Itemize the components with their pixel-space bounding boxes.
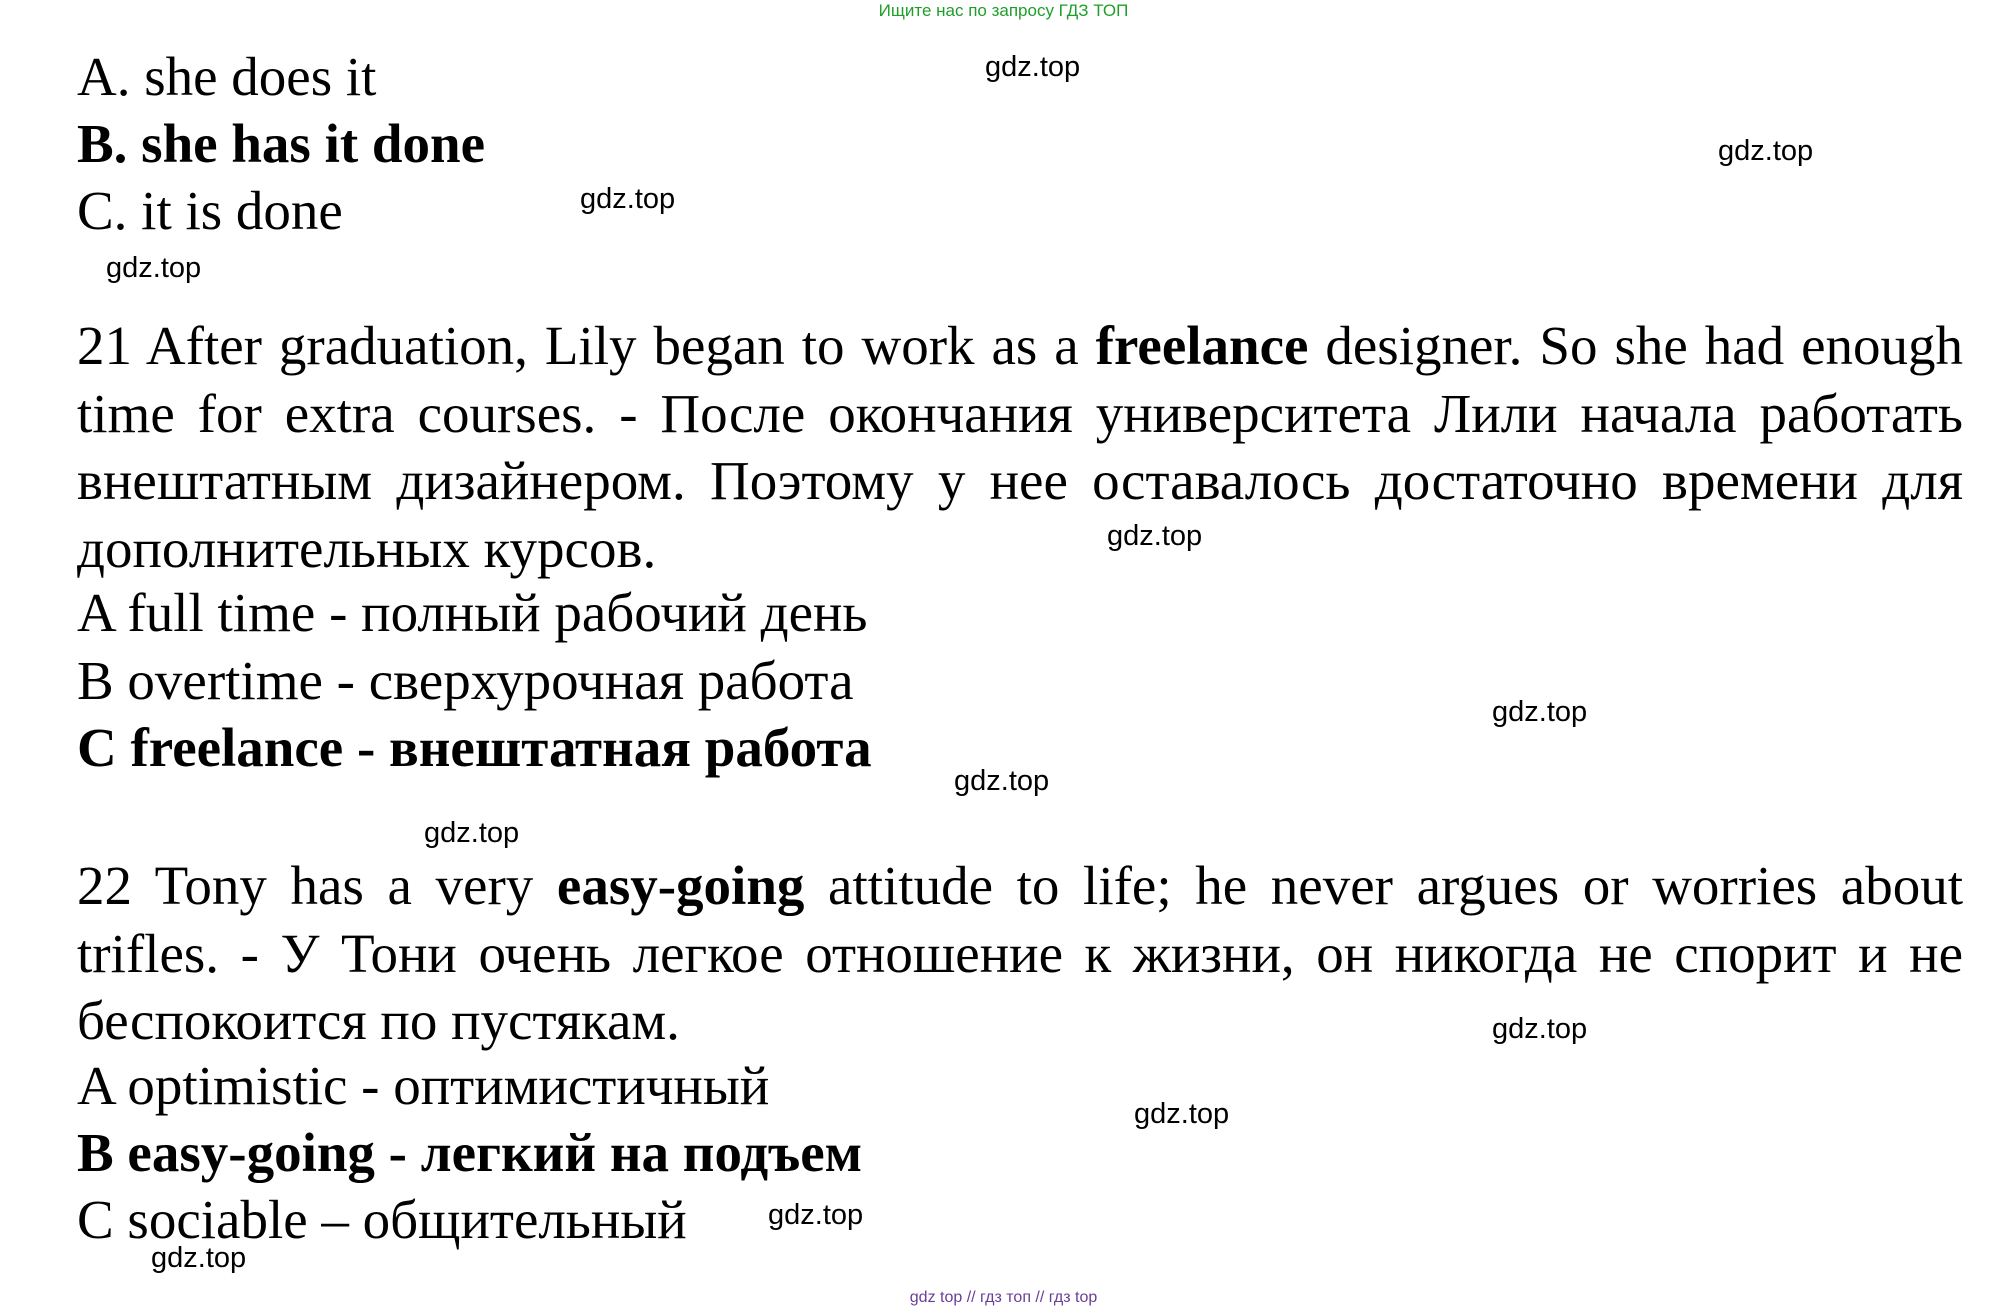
q21-text-start: 21 After graduation, Lily began to work as a — [77, 315, 1096, 376]
top-banner: Ищите нас по запросу ГДЗ ТОП — [878, 1, 1129, 20]
watermark: gdz.top — [985, 51, 1081, 83]
q20-option-c: C. it is done — [77, 180, 343, 241]
watermark: gdz.top — [1107, 520, 1203, 552]
watermark: gdz.top — [1492, 696, 1588, 728]
watermark: gdz.top — [580, 183, 676, 215]
q22-option-c: C sociable – общительный — [77, 1189, 687, 1250]
q20-option-b-correct: B. she has it done — [77, 113, 486, 174]
watermark: gdz.top — [1718, 135, 1814, 167]
q22-text-start: 22 Tony has a very — [77, 855, 557, 916]
q21-question — [77, 312, 1963, 582]
watermark: gdz.top — [1134, 1098, 1230, 1130]
q21-option-b: B overtime - сверхурочная работа — [77, 650, 854, 711]
watermark: gdz.top — [954, 765, 1050, 797]
watermark: gdz.top — [151, 1242, 247, 1274]
q20-option-a: A. she does it — [77, 46, 377, 107]
q21-option-a: A full time - полный рабочий день — [77, 582, 868, 643]
q22-option-b-correct: B easy-going - легкий на подъем — [77, 1122, 863, 1183]
watermark: gdz.top — [106, 252, 202, 284]
q21-text-rest: designer. So she had enough time for extra courses. - После окончания университета Лили начала работать внештатным дизайнером. Поэтому у нее оставалось достаточно времени для дополнительных курсов. — [77, 315, 1964, 579]
q22-keyword: easy-going — [556, 855, 805, 916]
watermark: gdz.top — [1492, 1013, 1588, 1045]
q22-question — [77, 852, 1963, 1055]
footer: gdz top // гдз топ // гдз top — [909, 1289, 1098, 1306]
q21-option-c-correct: C freelance - внештатная работа — [77, 717, 872, 778]
q21-keyword: freelance — [1095, 315, 1309, 376]
watermark: gdz.top — [768, 1199, 864, 1231]
q22-option-a: A optimistic - оптимистичный — [77, 1055, 770, 1116]
q22-text-rest: attitude to life; he never argues or worries about trifles. - У Тони очень легкое отношение к жизни, он никогда не спорит и не беспокоится по пустякам. — [77, 855, 1963, 1051]
watermark: gdz.top — [424, 817, 520, 849]
